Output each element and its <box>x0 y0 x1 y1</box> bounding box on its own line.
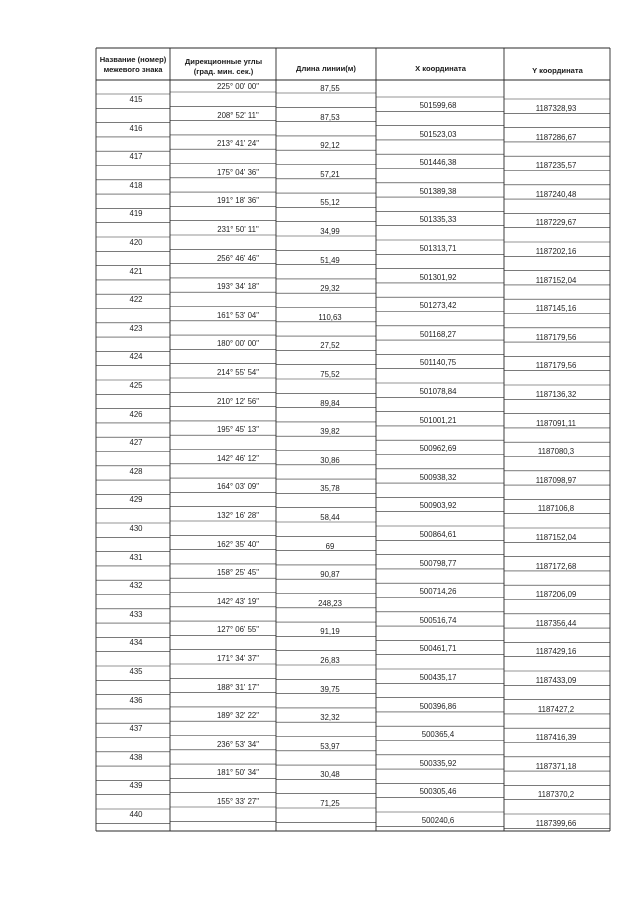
y-coordinate-434: 1187429,16 <box>535 647 577 657</box>
x-coordinate-421: 501301,92 <box>419 272 457 282</box>
y-coordinate-423: 1187179,56 <box>535 332 577 342</box>
y-coordinate-418: 1187240,48 <box>535 189 577 199</box>
header-name <box>97 55 169 75</box>
point-number-438: 438 <box>129 752 143 762</box>
x-coordinate-435: 500435,17 <box>419 673 457 682</box>
x-coordinate-425: 501078,84 <box>419 387 457 396</box>
line-length-9: 27,52 <box>320 341 340 351</box>
line-length-23: 53,97 <box>320 741 340 751</box>
header-name-line-2: межевого знака <box>103 65 163 74</box>
line-length-12: 39,82 <box>320 427 340 437</box>
y-coordinate-415: 1187328,93 <box>535 104 577 113</box>
y-coordinate-431: 1187172,68 <box>535 561 577 571</box>
y-coordinate-417: 1187235,57 <box>535 161 577 171</box>
point-number-431: 431 <box>129 552 143 562</box>
y-coordinate-426: 1187091,11 <box>535 418 577 428</box>
bearing-angle-11: 210° 12' 56" <box>216 396 260 406</box>
y-coordinate-432: 1187206,09 <box>535 590 577 600</box>
x-coordinate-428: 500938,32 <box>419 472 457 482</box>
point-number-435: 435 <box>129 667 143 676</box>
y-coordinate-428: 1187098,97 <box>535 475 577 485</box>
bearing-angle-5: 231° 50' 11" <box>217 225 259 234</box>
x-coordinate-433: 500516,74 <box>419 615 457 625</box>
point-number-421: 421 <box>129 266 143 276</box>
bearing-angle-8: 161° 53' 04" <box>216 310 260 320</box>
y-coordinate-430: 1187152,04 <box>535 533 577 542</box>
x-coordinate-440: 500240,6 <box>421 816 455 825</box>
line-length-21: 39,75 <box>320 684 340 694</box>
x-coordinate-424: 501140,75 <box>419 358 457 368</box>
bearing-angle-2: 213° 41' 24" <box>216 139 260 149</box>
line-length-2: 92,12 <box>320 141 340 151</box>
line-length-19: 91,19 <box>320 627 340 637</box>
line-length-6: 51,49 <box>320 255 340 265</box>
point-number-427: 427 <box>129 438 143 448</box>
line-length-17: 90,87 <box>320 570 340 580</box>
header-angle <box>172 57 275 77</box>
line-length-22: 32,32 <box>320 713 340 723</box>
point-number-434: 434 <box>129 638 143 648</box>
bearing-angle-3: 175° 04' 36" <box>216 167 260 177</box>
x-coordinate-439: 500305,46 <box>419 787 457 797</box>
y-coordinate-421: 1187152,04 <box>535 275 577 285</box>
x-coordinate-426: 501001,21 <box>419 415 457 425</box>
line-length-3: 57,21 <box>320 169 340 179</box>
header-angle-line-2: (град. мин. сек.) <box>193 67 254 76</box>
x-coordinate-427: 500962,69 <box>419 444 457 454</box>
point-number-429: 429 <box>129 495 143 505</box>
x-coordinate-419: 501335,33 <box>419 215 457 225</box>
line-length-16: 69 <box>325 541 335 551</box>
y-coordinate-436: 1187427,2 <box>537 704 575 714</box>
bearing-angle-21: 188° 31' 17" <box>216 682 260 692</box>
point-number-439: 439 <box>129 781 143 791</box>
x-coordinate-429: 500903,92 <box>419 501 457 511</box>
point-number-437: 437 <box>129 724 143 734</box>
bearing-angle-4: 191° 18' 36" <box>216 196 260 206</box>
line-length-7: 29,32 <box>320 284 340 294</box>
point-number-419: 419 <box>129 209 143 219</box>
x-coordinate-430: 500864,61 <box>419 530 457 539</box>
line-length-18: 248,23 <box>318 598 342 608</box>
bearing-angle-15: 132° 16' 28" <box>216 511 260 520</box>
point-number-416: 416 <box>129 123 143 133</box>
y-coordinate-439: 1187370,2 <box>537 790 575 800</box>
bearing-angle-20: 171° 34' 37" <box>216 654 260 663</box>
point-number-440: 440 <box>129 810 143 819</box>
header-y: Y координата <box>532 66 583 75</box>
y-coordinate-435: 1187433,09 <box>535 676 577 685</box>
bearing-angle-22: 189° 32' 22" <box>216 711 260 721</box>
x-coordinate-417: 501446,38 <box>419 158 457 168</box>
bearing-angle-19: 127° 06' 55" <box>216 625 260 635</box>
point-number-420: 420 <box>129 238 143 247</box>
y-coordinate-429: 1187106,8 <box>537 504 575 514</box>
point-number-426: 426 <box>129 409 143 419</box>
line-length-8: 110,63 <box>318 312 342 322</box>
bearing-angle-13: 142° 46' 12" <box>216 453 260 463</box>
line-length-15: 58,44 <box>320 513 340 522</box>
point-number-425: 425 <box>129 381 143 390</box>
bearing-angle-0: 225° 00' 00" <box>216 82 260 91</box>
line-length-1: 87,53 <box>320 112 340 122</box>
point-number-424: 424 <box>129 352 143 362</box>
bearing-angle-1: 208° 52' 11" <box>217 110 259 120</box>
bearing-angle-18: 142° 43' 19" <box>216 596 260 606</box>
bearing-angle-25: 155° 33' 27" <box>216 797 260 806</box>
line-length-11: 89,84 <box>320 398 340 408</box>
bearing-angle-24: 181° 50' 34" <box>216 768 260 778</box>
x-coordinate-431: 500798,77 <box>419 558 457 568</box>
line-length-5: 34,99 <box>320 227 340 236</box>
bearing-angle-16: 162° 35' 40" <box>216 539 260 549</box>
y-coordinate-420: 1187202,16 <box>535 247 577 256</box>
line-length-10: 75,52 <box>320 370 340 379</box>
line-length-0: 87,55 <box>320 84 340 93</box>
bearing-angle-7: 193° 34' 18" <box>216 282 260 292</box>
y-coordinate-419: 1187229,67 <box>535 218 577 228</box>
header-angle-line-1: Дирекционные углы <box>184 57 263 66</box>
bearing-angle-9: 180° 00' 00" <box>216 339 260 349</box>
point-number-428: 428 <box>129 466 143 476</box>
y-coordinate-427: 1187080,3 <box>537 447 575 457</box>
header-x: X координата <box>415 64 466 73</box>
x-coordinate-416: 501523,03 <box>419 129 457 139</box>
x-coordinate-423: 501168,27 <box>419 329 457 339</box>
y-coordinate-437: 1187416,39 <box>535 733 577 743</box>
y-coordinate-416: 1187286,67 <box>535 132 577 142</box>
point-number-436: 436 <box>129 695 143 705</box>
point-number-422: 422 <box>129 295 143 305</box>
point-number-415: 415 <box>129 95 143 104</box>
bearing-angle-17: 158° 25' 45" <box>216 568 260 578</box>
header-length: Длина линии(м) <box>296 64 356 73</box>
point-number-418: 418 <box>129 180 143 190</box>
x-coordinate-422: 501273,42 <box>419 301 457 311</box>
x-coordinate-415: 501599,68 <box>419 101 457 110</box>
bearing-angle-12: 195° 45' 13" <box>216 425 260 435</box>
line-length-14: 35,78 <box>320 484 340 494</box>
header-name-line-1: Название (номер) <box>99 55 167 64</box>
line-length-20: 26,83 <box>320 656 340 665</box>
x-coordinate-418: 501389,38 <box>419 186 457 196</box>
line-length-24: 30,48 <box>320 770 340 780</box>
y-coordinate-422: 1187145,16 <box>535 304 577 314</box>
x-coordinate-436: 500396,86 <box>419 701 457 711</box>
x-coordinate-434: 500461,71 <box>419 644 457 654</box>
y-coordinate-424: 1187179,56 <box>535 361 577 371</box>
line-length-13: 30,86 <box>320 455 340 465</box>
y-coordinate-425: 1187136,32 <box>535 390 577 399</box>
point-number-423: 423 <box>129 323 143 333</box>
x-coordinate-420: 501313,71 <box>419 244 457 253</box>
y-coordinate-440: 1187399,66 <box>535 819 577 828</box>
bearing-angle-10: 214° 55' 54" <box>216 368 260 377</box>
line-length-4: 55,12 <box>320 198 340 208</box>
point-number-430: 430 <box>129 524 143 533</box>
x-coordinate-437: 500365,4 <box>421 730 455 740</box>
x-coordinate-438: 500335,92 <box>419 758 457 768</box>
x-coordinate-432: 500714,26 <box>419 587 457 597</box>
point-number-432: 432 <box>129 581 143 591</box>
point-number-433: 433 <box>129 609 143 619</box>
y-coordinate-438: 1187371,18 <box>535 761 577 771</box>
point-number-417: 417 <box>129 152 143 162</box>
bearing-angle-6: 256° 46' 46" <box>216 253 260 263</box>
y-coordinate-433: 1187356,44 <box>535 618 577 628</box>
line-length-25: 71,25 <box>320 799 340 808</box>
bearing-angle-14: 164° 03' 09" <box>216 482 260 492</box>
bearing-angle-23: 236° 53' 34" <box>216 739 260 749</box>
